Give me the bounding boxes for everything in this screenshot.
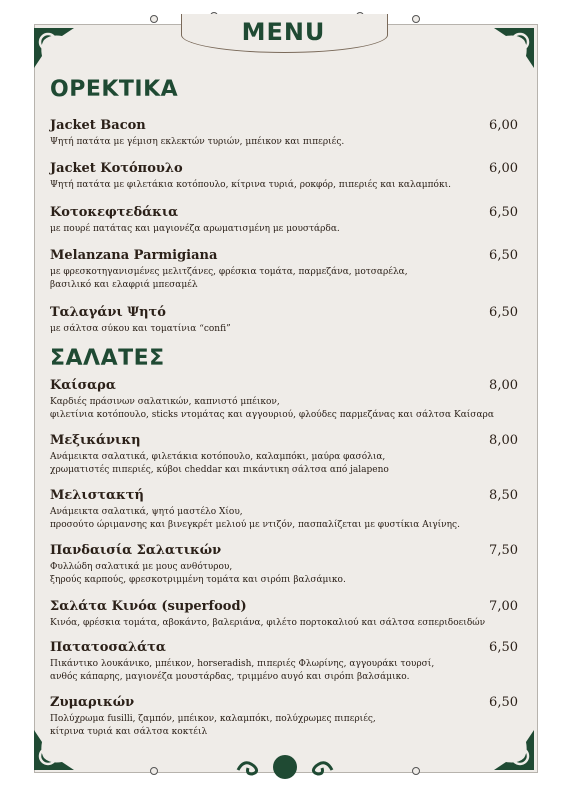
item-name: Jacket Κοτόπουλο (50, 161, 183, 176)
menu-title: MENU (241, 18, 326, 46)
description-line: με φρεσκοτηγανισμένες μελιτζάνες, φρέσκια τομάτα, παρμεζάνα, μοτσαρέλα, (50, 267, 408, 277)
item-price: 7,50 (489, 543, 518, 558)
description-line: βασιλικό και ελαφριά μπεσαμέλ (50, 280, 198, 290)
description-line: Φυλλώδη σαλατικά με μους ανθότυρου, (50, 562, 233, 572)
description-line: φιλετίνια κοτόπουλο, sticks ντομάτας και αγγουριού, φλούδες παρμεζάνας και σάλτσα Καίσαρα (50, 410, 494, 420)
item-description (50, 658, 518, 684)
item-description (50, 561, 518, 587)
description-line: κίτρινα τυριά και σάλτσα κοκτέιλ (50, 727, 208, 737)
item-name: Σαλάτα Κινόα (superfood) (50, 599, 247, 614)
item-price: 8,50 (489, 488, 518, 503)
item-description (50, 266, 518, 292)
menu-item (50, 488, 518, 532)
description-line: Πολύχρωμα fusilli, ζαμπόν, μπέικον, καλαμπόκι, πολύχρωμες πιπεριές, (50, 714, 376, 724)
description-line: χρωματιστές πιπεριές, κύβοι cheddar και πικάντικη σάλτσα από jalapeno (50, 465, 389, 475)
item-description: με σάλτσα σύκου και τοματίνια “confi” (50, 324, 231, 334)
corner-ornament-icon (32, 26, 76, 70)
menu-item (50, 640, 518, 684)
item-price: 6,50 (489, 248, 518, 263)
menu-item (50, 599, 518, 630)
peg-ornament (150, 15, 158, 23)
item-name: Μεξικάνικη (50, 433, 141, 448)
item-name: Melanzana Parmigiana (50, 248, 218, 263)
description-line: Ανάμεικτα σαλατικά, φιλετάκια κοτόπουλο, καλαμπόκι, μαύρα φασόλια, (50, 452, 386, 462)
item-description: Ψητή πατάτα με γέμιση εκλεκτών τυριών, μπέικον και πιπεριές. (50, 137, 345, 147)
item-description: Κινόα, φρέσκια τομάτα, αβοκάντο, βαλεριάνα, φιλέτο πορτοκαλιού και σάλτσα εσπεριδοειδών (50, 618, 486, 628)
section-title-salads: ΣΑΛΑΤΕΣ (50, 346, 165, 371)
item-name: Ταλαγάνι Ψητό (50, 305, 166, 320)
description-line: Ανάμεικτα σαλατικά, ψητό μαστέλο Χίου, (50, 507, 243, 517)
item-price: 8,00 (489, 378, 518, 393)
item-description: Ψητή πατάτα με φιλετάκια κοτόπουλο, κίτρινα τυριά, ροκφόρ, πιπεριές και καλαμπόκι. (50, 180, 451, 190)
corner-ornament-icon (492, 26, 536, 70)
item-name: Jacket Bacon (50, 118, 146, 133)
description-line: προσούτο ώριμανσης και βινεγκρέτ μελιού με ντιζόν, πασπαλίζεται με φυστίκια Αιγίνης. (50, 520, 460, 530)
item-description (50, 451, 518, 477)
menu-item (50, 118, 518, 149)
item-price: 8,00 (489, 433, 518, 448)
item-name: Ζυμαρικών (50, 695, 135, 710)
item-price: 7,00 (489, 599, 518, 614)
description-line: ανθός κάπαρης, μαγιονέζα μουστάρδας, τριμμένο αυγό και σιρόπι βαλσάμικο. (50, 672, 410, 682)
item-price: 6,50 (489, 640, 518, 655)
item-price: 6,00 (489, 161, 518, 176)
peg-ornament (150, 767, 158, 775)
item-price: 6,50 (489, 205, 518, 220)
menu-item (50, 695, 518, 739)
item-price: 6,50 (489, 305, 518, 320)
item-name: Κοτοκεφτεδάκια (50, 205, 179, 220)
menu-item (50, 248, 518, 292)
menu-item (50, 433, 518, 477)
description-line: ξηρούς καρπούς, φρεσκοτριμμένη τομάτα και σιρόπι βαλσάμικο. (50, 575, 346, 585)
item-price: 6,50 (489, 695, 518, 710)
peg-ornament (412, 767, 420, 775)
item-description: με πουρέ πατάτας και μαγιονέζα αρωματισμένη με μουστάρδα. (50, 224, 340, 234)
description-line: Καρδιές πράσινων σαλατικών, καπνιστό μπέικον, (50, 397, 280, 407)
section-title-appetizers: ΟΡΕΚΤΙΚΑ (50, 77, 179, 102)
border-left (34, 24, 35, 773)
item-name: Καίσαρα (50, 378, 116, 393)
peg-ornament (412, 15, 420, 23)
menu-item (50, 205, 518, 236)
menu-item (50, 305, 518, 336)
item-price: 6,00 (489, 118, 518, 133)
item-name: Πανδαισία Σαλατικών (50, 543, 222, 558)
item-description (50, 396, 518, 422)
menu-item (50, 378, 518, 422)
description-line: Πικάντικο λουκάνικο, μπέικον, horseradish, πιπεριές Φλωρίνης, αγγουράκι τουρσί, (50, 659, 435, 669)
item-name: Μελιστακτή (50, 488, 144, 503)
item-description (50, 713, 518, 739)
item-name: Πατατοσαλάτα (50, 640, 166, 655)
footer-scroll-ornament-icon (230, 752, 340, 782)
menu-item (50, 543, 518, 587)
menu-item (50, 161, 518, 192)
item-description (50, 506, 518, 532)
border-right (537, 24, 538, 773)
